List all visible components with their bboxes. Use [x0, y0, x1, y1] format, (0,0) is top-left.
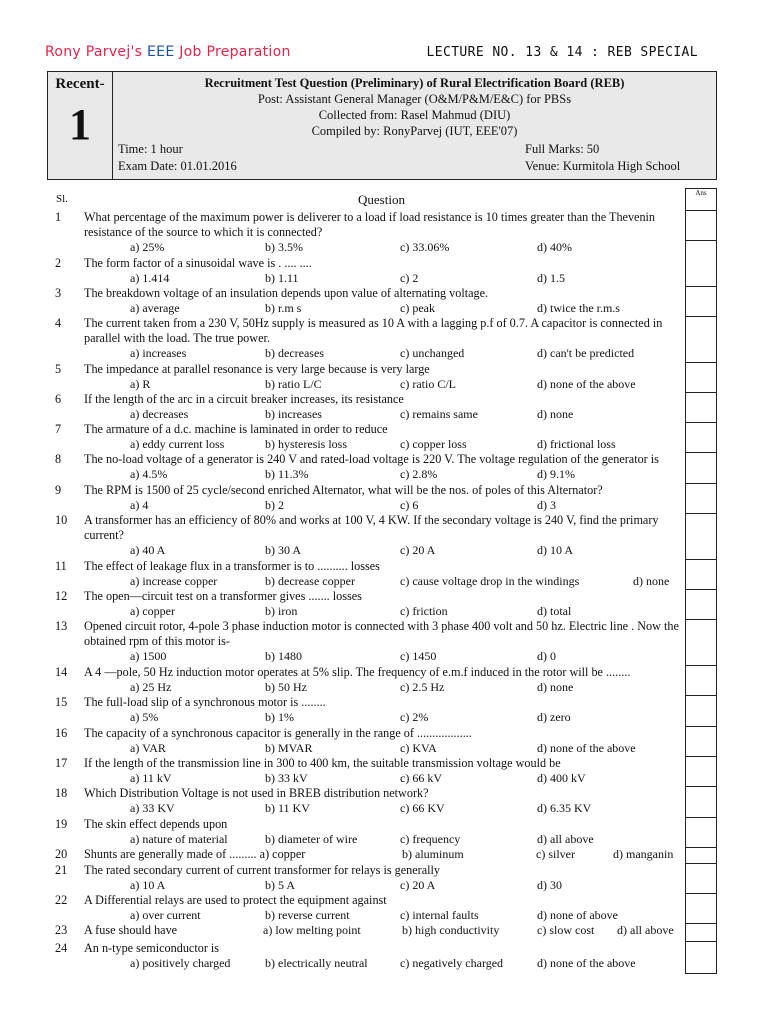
question-number: 18	[55, 786, 68, 800]
answer-option: a) 40 A	[130, 543, 166, 557]
answer-option: a) 4	[130, 498, 149, 512]
answer-option: b) reverse current	[265, 908, 350, 922]
answer-cell[interactable]	[686, 317, 716, 363]
brand-eee: EEE	[147, 44, 175, 60]
question-text: If the length of the transmission line in 300 to 400 km, the suitable transmission voltage would be	[84, 756, 561, 770]
question-number: 23	[55, 923, 68, 937]
answer-cell[interactable]	[686, 363, 716, 393]
answer-option: d) total	[537, 604, 572, 618]
answer-option: b) hysteresis loss	[265, 437, 347, 451]
answer-option: d) all above	[537, 832, 594, 846]
answer-cell[interactable]	[686, 727, 716, 757]
answer-option: a) 5%	[130, 710, 159, 724]
answer-option: c) copper loss	[400, 437, 467, 451]
answer-option: c) 66 KV	[400, 801, 445, 815]
answer-option: d) frictional loss	[537, 437, 616, 451]
answer-option: d) none of the above	[537, 377, 636, 391]
answer-option: c) frequency	[400, 832, 461, 846]
answer-option: d) twice the r.m.s	[537, 301, 620, 315]
answer-option: d) can't be predicted	[537, 346, 635, 360]
answer-option: c) 2%	[400, 710, 429, 724]
answer-option: b) 11.3%	[265, 467, 309, 481]
question-text: A 4 —pole, 50 Hz induction motor operates at 5% slip. The frequency of e.m.f induced in the rotor will be ........	[84, 665, 631, 679]
answer-cell[interactable]	[686, 666, 716, 696]
answer-option: a) 33 KV	[130, 801, 175, 815]
brand-author: Rony Parvej's	[45, 44, 143, 60]
answer-option: a) nature of material	[130, 832, 228, 846]
answer-option: d) 3	[537, 498, 556, 512]
answer-option: c) 1450	[400, 649, 437, 663]
answer-cells	[686, 211, 716, 971]
question-text: The rated secondary current of current transformer for relays is generally	[84, 863, 440, 877]
question-text: The form factor of a sinusoidal wave is . .... ....	[84, 256, 312, 270]
answer-option: a) average	[130, 301, 180, 315]
answer-option: a) eddy current loss	[130, 437, 225, 451]
answer-option: a) 25%	[130, 240, 165, 254]
question-text: The no-load voltage of a generator is 240 V and rated-load voltage is 220 V. The voltage regulation of the generator is	[84, 452, 659, 466]
answer-option: a) 10 A	[130, 878, 166, 892]
answer-option: c) unchanged	[400, 346, 465, 360]
brand-title	[45, 44, 291, 60]
question-text: The armature of a d.c. machine is laminated in order to reduce	[84, 422, 388, 436]
answer-column	[685, 188, 717, 974]
answer-option: a) increases	[130, 346, 187, 360]
answer-option: c) KVA	[400, 741, 437, 755]
exam-venue: Venue: Kurmitola High School	[525, 159, 681, 173]
answer-option: d) 1.5	[537, 271, 565, 285]
exam-time: Time: 1 hour	[118, 142, 183, 156]
question-text: The effect of leakage flux in a transformer is to .......... losses	[84, 559, 380, 573]
answer-cell[interactable]	[686, 942, 716, 971]
answer-option: b) 5 A	[265, 878, 295, 892]
question-number: 8	[55, 452, 62, 466]
question-number: 5	[55, 362, 62, 376]
answer-option: c) slow cost	[537, 923, 595, 937]
answer-option: c) 2.5 Hz	[400, 680, 445, 694]
exam-header-box	[47, 71, 717, 180]
answer-option: a) decreases	[130, 407, 189, 421]
question-number: 2	[55, 256, 62, 270]
answer-option: b) 1.11	[265, 271, 299, 285]
answer-option: d) none of the above	[537, 956, 636, 970]
answer-cell[interactable]	[686, 484, 716, 514]
serial-column-label: Sl.	[56, 193, 68, 205]
question-number: 1	[55, 210, 62, 224]
answer-cell[interactable]	[686, 514, 716, 560]
answer-option: b) increases	[265, 407, 322, 421]
answer-cell[interactable]	[686, 696, 716, 727]
exam-compiled: Compiled by: RonyParvej (IUT, EEE'07)	[311, 124, 518, 138]
exam-collected: Collected from: Rasel Mahmud (DIU)	[318, 108, 511, 122]
answer-cell[interactable]	[686, 864, 716, 894]
question-text: A fuse should have	[84, 923, 178, 937]
answer-option: b) MVAR	[265, 741, 313, 755]
recent-number: 1	[69, 100, 91, 149]
answer-option: c) peak	[400, 301, 435, 315]
answer-option: d) manganin	[613, 847, 674, 861]
lecture-title: LECTURE NO. 13 & 14 : REB SPECIAL	[426, 45, 698, 60]
answer-option: c) ratio C/L	[400, 377, 456, 391]
recent-label: Recent-	[55, 76, 105, 92]
answer-option: d) none	[633, 574, 670, 588]
question-number: 4	[55, 316, 62, 330]
answer-option: a) 1.414	[130, 271, 170, 285]
answer-cell[interactable]	[686, 620, 716, 666]
answer-option: b) decrease copper	[265, 574, 355, 588]
answer-option: a) copper	[130, 604, 175, 618]
answer-option: b) 2	[265, 498, 284, 512]
answer-option: c) negatively charged	[400, 956, 504, 970]
answer-option: c) 6	[400, 498, 419, 512]
answer-cell[interactable]	[686, 453, 716, 484]
answer-option: b) diameter of wire	[265, 832, 358, 846]
answer-option: b) iron	[265, 604, 298, 618]
answer-option: d) none of above	[537, 908, 618, 922]
answer-option: c) 2	[400, 271, 419, 285]
question-number: 3	[55, 286, 62, 300]
question-text: Which Distribution Voltage is not used in BREB distribution network?	[84, 786, 429, 800]
answer-option: a) 11 kV	[130, 771, 172, 785]
brand-job-prep: Job Preparation	[179, 44, 291, 60]
answer-cell[interactable]	[686, 787, 716, 818]
answer-option: b) aluminum	[402, 847, 464, 861]
answer-option: b) 11 KV	[265, 801, 310, 815]
question-number: 13	[55, 619, 68, 633]
exam-date: Exam Date: 01.01.2016	[118, 159, 237, 173]
question-number: 17	[55, 756, 68, 770]
question-number: 11	[55, 559, 67, 573]
question-number: 12	[55, 589, 68, 603]
exam-info	[113, 72, 716, 179]
answer-option: d) none	[537, 680, 574, 694]
question-column-label: Question	[358, 192, 405, 207]
question-text: The full-load slip of a synchronous motor is ........	[84, 695, 326, 709]
answer-cell[interactable]	[686, 848, 716, 864]
answer-option: b) r.m s	[265, 301, 302, 315]
answer-option: b) electrically neutral	[265, 956, 368, 970]
answer-option: a) low melting point	[263, 923, 361, 937]
question-number: 14	[55, 665, 68, 679]
answer-option: d) 400 kV	[537, 771, 586, 785]
answer-cell[interactable]	[686, 560, 716, 590]
question-text: The RPM is 1500 of 25 cycle/second enriched Alternator, what will be the nos. of poles of this Alternator?	[84, 483, 603, 497]
answer-option: a) increase copper	[130, 574, 218, 588]
question-text: A Differential relays are used to protect the equipment against	[84, 893, 387, 907]
answer-option: a) 4.5%	[130, 467, 168, 481]
answer-cell[interactable]	[686, 590, 716, 620]
answer-option: c) friction	[400, 604, 448, 618]
answer-option: c) cause voltage drop in the windings	[400, 574, 580, 588]
answer-cell[interactable]	[686, 393, 716, 423]
answer-option: b) 1480	[265, 649, 302, 663]
answer-cell[interactable]	[686, 894, 716, 924]
question-text: A transformer has an efficiency of 80% and works at 100 V, 4 KW. If the secondary voltage is 240 V, find the primary current?	[84, 513, 659, 542]
question-number: 21	[55, 863, 68, 877]
answer-option: d) zero	[537, 710, 571, 724]
answer-option: c) 66 kV	[400, 771, 442, 785]
question-number: 7	[55, 422, 62, 436]
answer-option: a) 1500	[130, 649, 167, 663]
answer-option: b) 33 kV	[265, 771, 308, 785]
question-number: 10	[55, 513, 68, 527]
answer-option: c) remains same	[400, 407, 478, 421]
answer-option: c) internal faults	[400, 908, 479, 922]
answer-option: d) none	[537, 407, 574, 421]
answer-option: b) decreases	[265, 346, 324, 360]
answer-cell[interactable]	[686, 757, 716, 787]
answer-cell[interactable]	[686, 287, 716, 317]
answer-option: c) 20 A	[400, 878, 436, 892]
question-number: 16	[55, 726, 68, 740]
question-number: 9	[55, 483, 62, 497]
answer-option: a) R	[130, 377, 151, 391]
question-number: 15	[55, 695, 68, 709]
question-text: The current taken from a 230 V, 50Hz supply is measured as 10 A with a lagging p.f of 0.7. A capacitor is connected in parallel with the load. The true power.	[84, 316, 663, 345]
answer-option: d) none of the above	[537, 741, 636, 755]
question-text: The open—circuit test on a transformer gives ....... losses	[84, 589, 362, 603]
answer-option: b) 50 Hz	[265, 680, 307, 694]
recent-badge	[48, 72, 113, 179]
answer-option: b) ratio L/C	[265, 377, 322, 391]
exam-full-marks: Full Marks: 50	[525, 142, 600, 156]
answer-option: c) 20 A	[400, 543, 436, 557]
answer-column-label: Ans	[686, 189, 716, 211]
page-top-header	[45, 44, 698, 64]
answer-cell[interactable]	[686, 924, 716, 942]
question-text: The impedance at parallel resonance is very large because is very large	[84, 362, 430, 376]
answer-option: d) all above	[617, 923, 674, 937]
answer-cell[interactable]	[686, 211, 716, 241]
answer-cell[interactable]	[686, 241, 716, 287]
answer-option: b) 3.5%	[265, 240, 303, 254]
question-number: 22	[55, 893, 68, 907]
answer-option: c) silver	[536, 847, 575, 861]
question-text: What percentage of the maximum power is deliverer to a load if load resistance is 10 times greater than the Thevenin resistance of the source to which it is connected?	[84, 210, 656, 239]
answer-option: b) 30 A	[265, 543, 301, 557]
answer-cell[interactable]	[686, 423, 716, 453]
question-text: The breakdown voltage of an insulation depends upon value of alternating voltage.	[84, 286, 489, 300]
answer-option: a) over current	[130, 908, 201, 922]
answer-cell[interactable]	[686, 818, 716, 848]
question-text: An n-type semiconductor is	[84, 941, 220, 955]
answer-option: d) 6.35 KV	[537, 801, 592, 815]
answer-option: b) high conductivity	[402, 923, 500, 937]
question-text: Opened circuit rotor, 4-pole 3 phase induction motor is connected with 3 phase 400 volt and 50 hz. Electric line . Now the obtained rpm of this motor is-	[84, 619, 679, 648]
answer-option: d) 30	[537, 878, 562, 892]
answer-option: c) 2.8%	[400, 467, 438, 481]
question-text: The capacity of a synchronous capacitor is generally in the range of ..................	[84, 726, 472, 740]
answer-option: d) 0	[537, 649, 556, 663]
answer-option: a) VAR	[130, 741, 166, 755]
question-number: 20	[55, 847, 68, 861]
question-text: If the length of the arc in a circuit breaker increases, its resistance	[84, 392, 404, 406]
question-number: 19	[55, 817, 68, 831]
question-text: Shunts are generally made of ......... a) copper	[84, 847, 306, 861]
answer-option: b) 1%	[265, 710, 294, 724]
exam-post: Post: Assistant General Manager (O&M/P&M/E&C) for PBSs	[257, 92, 572, 106]
answer-option: d) 40%	[537, 240, 572, 254]
answer-option: d) 10 A	[537, 543, 573, 557]
question-number: 24	[55, 941, 68, 955]
question-number: 6	[55, 392, 62, 406]
answer-option: c) 33.06%	[400, 240, 450, 254]
answer-option: d) 9.1%	[537, 467, 575, 481]
exam-title: Recruitment Test Question (Preliminary) of Rural Electrification Board (REB)	[204, 76, 625, 90]
answer-option: a) positively charged	[130, 956, 231, 970]
answer-option: a) 25 Hz	[130, 680, 172, 694]
question-text: The skin effect depends upon	[84, 817, 228, 831]
